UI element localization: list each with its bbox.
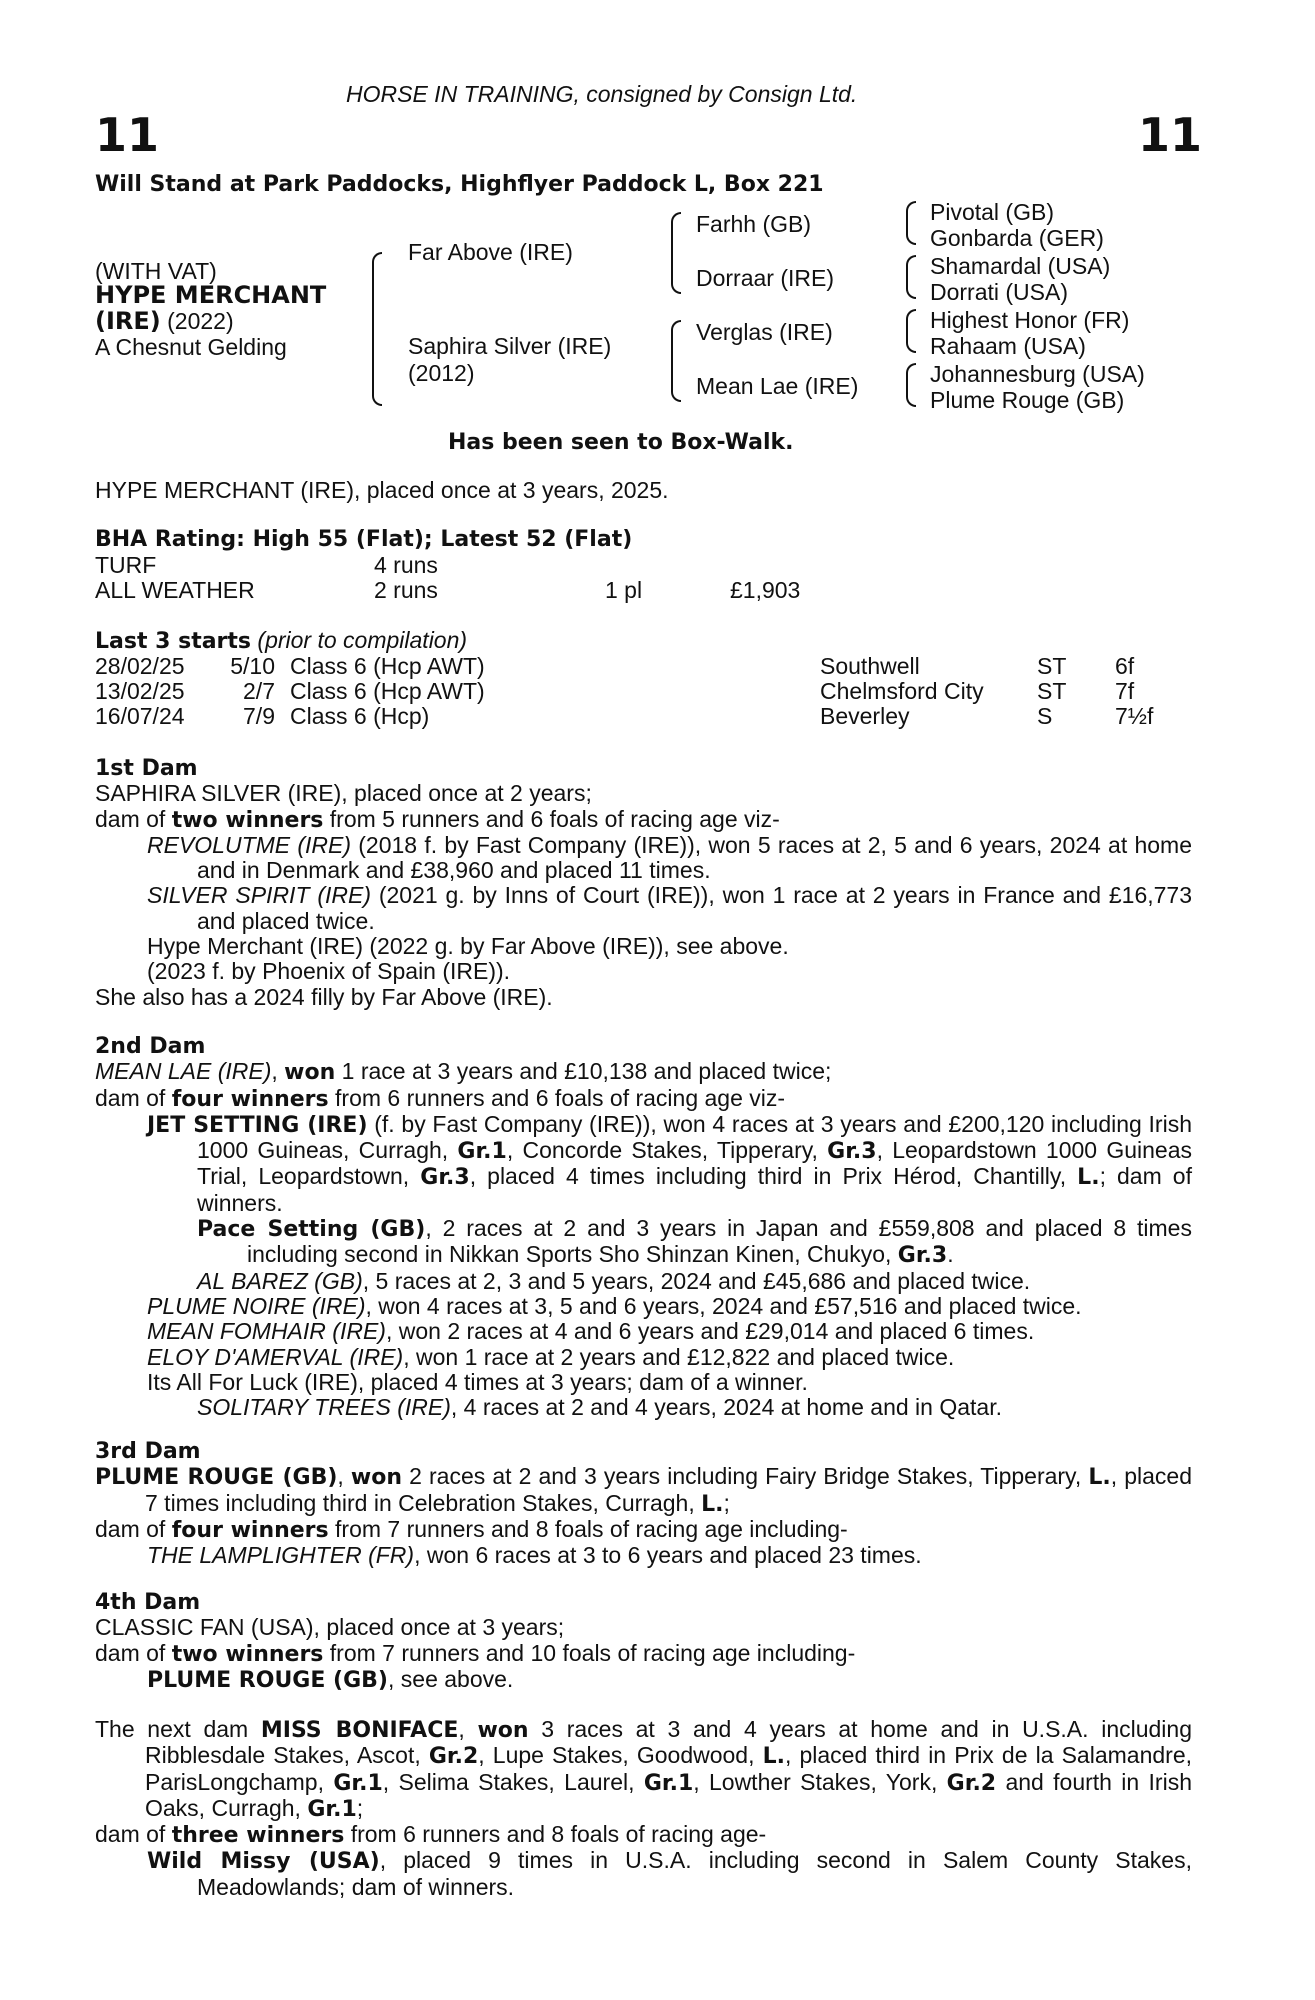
vat-label: (WITH VAT): [95, 258, 217, 284]
produce-entry: PLUME ROUGE (GB), see above.: [147, 1665, 514, 1693]
dam-produce-line: dam of two winners from 5 runners and 6 foals of racing age viz-: [95, 805, 780, 833]
bha-rating: BHA Rating: High 55 (Flat); Latest 52 (Flat): [95, 527, 633, 552]
sire-dam: Dorraar (IRE): [696, 265, 835, 291]
produce-entry: (2023 f. by Phoenix of Spain (IRE)).: [147, 958, 511, 985]
produce-entry: SILVER SPIRIT (IRE) (2021 g. by Inns of Court (IRE)), won 1 race at 2 years in France and £16,773 and placed twice.: [147, 882, 1192, 934]
ancestor-4: Dorrati (USA): [930, 279, 1069, 305]
lot-number-left: 11: [95, 108, 160, 162]
next-dam-section: [95, 1717, 1192, 1900]
start-class: Class 6 (Hcp AWT): [290, 653, 485, 679]
produce-entry: ELOY D'AMERVAL (IRE), won 1 race at 2 years and £12,822 and placed twice.: [147, 1343, 955, 1370]
dam-produce-line: dam of four winners from 6 runners and 6 foals of racing age viz-: [95, 1084, 786, 1112]
horse-origin-year: [95, 309, 234, 334]
second-dam-section: [95, 1034, 1192, 1420]
pedigree-brace-g4: [906, 363, 916, 407]
start-course: Beverley: [820, 703, 910, 729]
dam-sire: Verglas (IRE): [696, 319, 833, 345]
next-dam-line: The next dam MISS BONIFACE, won 3 races at 3 and 4 years at home and in U.S.A. including Ribblesdale Stakes, Ascot, Gr.2, Lupe Stakes, Goodwood, L., placed third in Prix de la Salamandre, ParisLongchamp, Gr.1, Selima Stakes, Laurel, Gr.1, Lowther Stakes, York, Gr.2 and fourth in Irish Oaks, Curragh, Gr.1;: [95, 1716, 1192, 1822]
page-title: HORSE IN TRAINING, consigned by Consign Ltd.: [346, 81, 858, 107]
pedigree-brace-g2: [906, 255, 916, 299]
dam-produce-line: dam of three winners from 6 runners and 8 foals of racing age-: [95, 1821, 767, 1849]
produce-entry: AL BAREZ (GB), 5 races at 2, 3 and 5 years, 2024 and £45,686 and placed twice.: [197, 1267, 1031, 1294]
ancestor-8: Plume Rouge (GB): [930, 387, 1125, 413]
third-dam-section: [95, 1439, 1192, 1568]
lot-number-right: 11: [1138, 108, 1203, 162]
location-line: Will Stand at Park Paddocks, Highflyer Paddock L, Box 221: [95, 172, 824, 197]
section-heading: 1st Dam: [95, 756, 198, 781]
ancestor-6: Rahaam (USA): [930, 333, 1086, 359]
horse-name: HYPE MERCHANT: [95, 281, 327, 309]
last-starts-heading: [95, 628, 467, 654]
sire-sire: Farhh (GB): [696, 211, 812, 237]
section-heading: 3rd Dam: [95, 1439, 201, 1464]
start-class: Class 6 (Hcp AWT): [290, 678, 485, 704]
produce-entry: Hype Merchant (IRE) (2022 g. by Far Above (IRE)), see above.: [147, 933, 789, 960]
dam-line: MEAN LAE (IRE), won 1 race at 3 years and £10,138 and placed twice;: [95, 1058, 832, 1086]
first-dam-section: [95, 756, 1192, 1010]
pedigree-brace-g3: [906, 309, 916, 353]
box-walk-note: Has been seen to Box-Walk.: [448, 430, 794, 455]
produce-entry: Pace Setting (GB), 2 races at 2 and 3 years in Japan and £559,808 and placed 8 times including second in Nikkan Sports Sho Shinzan Kinen, Chukyo, Gr.3.: [197, 1215, 1192, 1269]
start-course: Chelmsford City: [820, 678, 984, 704]
produce-entry: JET SETTING (IRE) (f. by Fast Company (IRE)), won 4 races at 3 years and £200,120 including Irish 1000 Guineas, Curragh, Gr.1, Concorde Stakes, Tipperary, Gr.3, Leopardstown 1000 Guineas Trial, Leopardstown, Gr.3, placed 4 times including third in Prix Hérod, Chantilly, L.; dam of winners.: [147, 1110, 1192, 1216]
start-pos: 5/10: [230, 653, 275, 679]
produce-entry: PLUME NOIRE (IRE), won 4 races at 3, 5 and 6 years, 2024 and £57,516 and placed twice.: [147, 1292, 1082, 1319]
start-row: [95, 704, 1195, 729]
ancestor-1: Pivotal (GB): [930, 199, 1054, 225]
produce-entry: MEAN FOMHAIR (IRE), won 2 races at 4 and 6 years and £29,014 and placed 6 times.: [147, 1318, 1035, 1345]
aw-placed: 1 pl: [605, 577, 643, 603]
section-heading: 4th Dam: [95, 1590, 201, 1615]
start-going: ST: [1037, 653, 1067, 679]
pedigree-brace-dam: [671, 320, 681, 402]
produce-entry: SOLITARY TREES (IRE), 4 races at 2 and 4 years, 2024 at home and in Qatar.: [197, 1394, 1002, 1421]
pedigree-brace-sire: [671, 212, 681, 294]
start-class: Class 6 (Hcp): [290, 703, 430, 729]
ancestor-5: Highest Honor (FR): [930, 307, 1130, 333]
produce-entry: Its All For Luck (IRE), placed 4 times at 3 years; dam of a winner.: [147, 1368, 808, 1395]
dam-line: PLUME ROUGE (GB), won 2 races at 2 and 3 years including Fairy Bridge Stakes, Tipperary, L., placed 7 times including third in Celebration Stakes, Curragh, L.;: [95, 1463, 1192, 1517]
start-date: 13/02/25: [95, 678, 185, 704]
produce-entry: Wild Missy (USA), placed 9 times in U.S.A. including second in Salem County Stakes, Meadowlands; dam of winners.: [147, 1847, 1192, 1900]
dam-note: She also has a 2024 filly by Far Above (IRE).: [95, 983, 553, 1010]
dam-dam: Mean Lae (IRE): [696, 373, 859, 399]
dam-name: Saphira Silver (IRE): [408, 333, 612, 359]
ancestor-3: Shamardal (USA): [930, 253, 1111, 279]
last-starts-note: (prior to compilation): [257, 627, 468, 653]
last-starts-title: Last 3 starts: [95, 629, 252, 654]
horse-year: (2022): [167, 308, 234, 334]
ancestor-7: Johannesburg (USA): [930, 361, 1145, 387]
start-date: 28/02/25: [95, 653, 185, 679]
aw-runs: 2 runs: [374, 577, 438, 603]
ancestor-2: Gonbarda (GER): [930, 225, 1104, 251]
dam-line: CLASSIC FAN (USA), placed once at 3 years;: [95, 1614, 565, 1641]
turf-label: TURF: [95, 552, 157, 578]
turf-runs: 4 runs: [374, 552, 438, 578]
start-row: [95, 679, 1195, 704]
start-going: ST: [1037, 678, 1067, 704]
horse-origin: (IRE): [95, 307, 161, 335]
aw-label: ALL WEATHER: [95, 577, 255, 603]
horse-description: A Chesnut Gelding: [95, 334, 287, 360]
start-row: [95, 654, 1195, 679]
race-summary: HYPE MERCHANT (IRE), placed once at 3 years, 2025.: [95, 477, 669, 503]
aw-prize: £1,903: [730, 577, 801, 603]
pedigree-brace-g1: [906, 201, 916, 245]
dam-produce-line: dam of two winners from 7 runners and 10 foals of racing age including-: [95, 1639, 856, 1667]
start-pos: 2/7: [243, 678, 275, 704]
dam-produce-line: dam of four winners from 7 runners and 8 foals of racing age including-: [95, 1515, 848, 1543]
produce-entry: THE LAMPLIGHTER (FR), won 6 races at 3 to 6 years and placed 23 times.: [147, 1542, 922, 1569]
section-heading: 2nd Dam: [95, 1034, 206, 1059]
dam-line: SAPHIRA SILVER (IRE), placed once at 2 years;: [95, 780, 592, 807]
sire-name: Far Above (IRE): [408, 239, 573, 265]
start-dist: 7½f: [1115, 703, 1154, 729]
start-going: S: [1037, 703, 1053, 729]
dam-year: (2012): [408, 360, 475, 386]
start-dist: 6f: [1115, 653, 1135, 679]
start-pos: 7/9: [243, 703, 275, 729]
produce-entry: REVOLUTME (IRE) (2018 f. by Fast Company (IRE)), won 5 races at 2, 5 and 6 years, 2024 at home and in Denmark and £38,960 and placed 11 times.: [147, 831, 1192, 884]
start-date: 16/07/24: [95, 703, 185, 729]
fourth-dam-section: [95, 1590, 1192, 1693]
start-course: Southwell: [820, 653, 920, 679]
start-dist: 7f: [1115, 678, 1135, 704]
pedigree-brace-main: [372, 252, 382, 406]
